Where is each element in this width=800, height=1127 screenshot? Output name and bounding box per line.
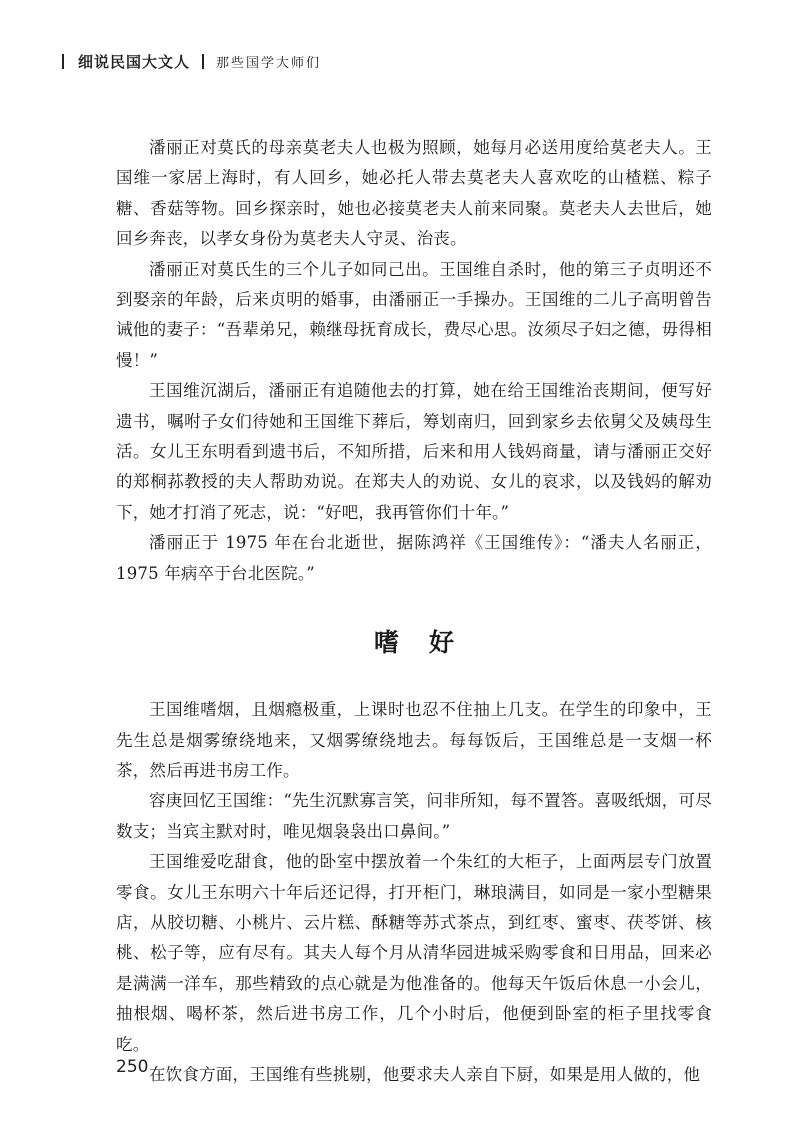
paragraph: 王国维沉湖后，潘丽正有追随他去的打算，她在给王国维治丧期间，便写好遗书，嘱咐子女们待她和王国维下葬后，筹划南归，回到家乡去依舅父及姨母生活。女儿王东明看到遗书后，不知所措，后来和用人钱妈商量，请与潘丽正交好的郑桐荪教授的夫人帮助劝说。在郑夫人的劝说、女儿的哀求，以及钱妈的解劝下，她才打消了死志，说：“好吧，我再管你们十年。” [116, 381, 712, 522]
section-title: 嗜好 [373, 628, 484, 658]
book-subtitle: 那些国学大师们 [216, 55, 322, 71]
book-title: 细说民国大文人 [78, 52, 191, 71]
running-header [62, 50, 321, 72]
paragraph: 王国维嗜烟，且烟瘾极重，上课时也忍不住抽上几支。在学生的印象中，王先生总是烟雾缭绕地来，又烟雾缭绕地去。每每饭后，王国维总是一支烟一杯茶，然后再进书房工作。 [116, 700, 712, 780]
page-number: 250 [116, 1057, 149, 1077]
header-divider [202, 54, 204, 69]
paragraph: 潘丽正于 1975 年在台北逝世，据陈鸿祥《王国维传》：“潘夫人名丽正，1975 年病卒于台北医院。” [116, 533, 712, 583]
header-divider [62, 54, 64, 69]
paragraph: 容庚回忆王国维：“先生沉默寡言笑，问非所知，每不置答。喜吸纸烟，可尽数支；当宾主默对时，唯见烟袅袅出口鼻间。” [116, 791, 712, 841]
paragraph: 潘丽正对莫氏生的三个儿子如同己出。王国维自杀时，他的第三子贞明还不到娶亲的年龄，后来贞明的婚事，由潘丽正一手操办。王国维的二儿子高明曾告诫他的妻子：“吾辈弟兄，赖继母抚育成长，费尽心思。汝须尽子妇之德，毋得相慢！” [116, 259, 712, 370]
paragraph: 在饮食方面，王国维有些挑剔，他要求夫人亲自下厨，如果是用人做的，他 [149, 1064, 701, 1084]
page-body [116, 133, 712, 1090]
paragraph: 潘丽正对莫氏的母亲莫老夫人也极为照顾，她每月必送用度给莫老夫人。王国维一家居上海时，有人回乡，她必托人带去莫老夫人喜欢吃的山楂糕、粽子糖、香菇等物。回乡探亲时，她也必接莫老夫人前来同聚。莫老夫人去世后，她回乡奔丧，以孝女身份为莫老夫人守灵、治丧。 [116, 138, 712, 249]
paragraph: 王国维爱吃甜食，他的卧室中摆放着一个朱红的大柜子，上面两层专门放置零食。女儿王东明六十年后还记得，打开柜门，琳琅满目，如同是一家小型糖果店，从胶切糖、小桃片、云片糕、酥糖等苏式茶点，到红枣、蜜枣、茯苓饼、核桃、松子等，应有尽有。其夫人每个月从清华园进城采购零食和日用品，回来必是满满一洋车，那些精致的点心就是为他准备的。他每天午饭后休息一小会儿，抽根烟、喝杯茶，然后进书房工作，几个小时后，他便到卧室的柜子里找零食吃。 [116, 852, 712, 1054]
